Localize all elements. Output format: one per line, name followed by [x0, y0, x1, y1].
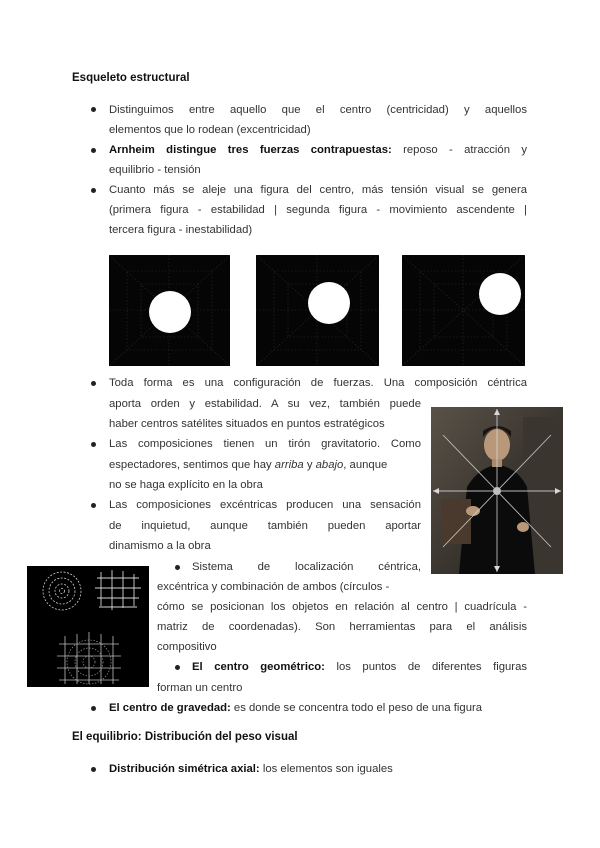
bullet-dot: [91, 706, 96, 711]
paragraph-line: [109, 762, 393, 776]
paragraph-line: dinamismo a la obra: [109, 540, 211, 552]
bullet-dot: [175, 565, 180, 570]
paragraph-line: excéntrica y combinación de ambos (círculos -: [157, 581, 390, 593]
localization-systems-figure: [27, 566, 149, 687]
tension-figure-ascending: [256, 255, 379, 366]
section-heading-equilibrio: El equilibrio: Distribución del peso visual: [72, 731, 298, 743]
paragraph-text: , aunque: [343, 459, 388, 471]
paragraph-line: [109, 143, 527, 157]
portrait-with-axes: [431, 407, 563, 574]
paragraph-line: Toda forma es una configuración de fuerzas. Una composición céntrica: [109, 377, 527, 389]
paragraph-line: Cuanto más se aleje una figura del centro, más tensión visual se genera: [109, 184, 527, 196]
tension-figure-stability: [109, 255, 230, 366]
paragraph-line: cómo se posicionan los objetos en relación al centro | cuadrícula -: [157, 601, 527, 613]
bullet-dot: [91, 767, 96, 772]
bullet-dot: [175, 665, 180, 670]
paragraph-line: forman un centro: [157, 682, 243, 694]
paragraph-line: de inquietud, aunque también pueden aportar: [109, 520, 421, 532]
paragraph-line: Distinguimos entre aquello que el centro (centricidad) y aquellos: [109, 104, 527, 116]
italic-term: arriba: [274, 459, 304, 471]
paragraph-line: compositivo: [157, 641, 217, 653]
bullet-dot: [91, 107, 96, 112]
bold-term: Distribución simétrica axial:: [109, 763, 260, 775]
paragraph-line: Sistema de localización céntrica,: [192, 561, 421, 573]
paragraph-line: [109, 458, 387, 472]
paragraph-line: Las composiciones excéntricas producen una sensación: [109, 499, 421, 511]
paragraph-line: [192, 660, 527, 674]
bold-term: El centro geométrico:: [192, 661, 325, 673]
bullet-dot: [91, 188, 96, 193]
paragraph-line: equilibrio - tensión: [109, 164, 201, 176]
paragraph-text: los puntos de diferentes figuras: [324, 661, 528, 673]
paragraph-line: matriz de coordenadas). Son herramientas para el análisis: [157, 621, 527, 633]
paragraph-line: (primera figura - estabilidad | segunda figura - movimiento ascendente |: [109, 204, 527, 216]
bullet-dot: [91, 148, 96, 153]
paragraph-text: y: [303, 459, 316, 471]
bullet-dot: [91, 381, 96, 386]
paragraph-line: no se haga explícito en la obra: [109, 479, 263, 491]
paragraph-line: aporta orden y estabilidad. A su vez, también puede: [109, 398, 421, 410]
paragraph-line: [109, 701, 482, 715]
paragraph-line: elementos que lo rodean (excentricidad): [109, 124, 311, 136]
paragraph-line: Las composiciones tienen un tirón gravitatorio. Como: [109, 438, 421, 450]
bullet-dot: [91, 442, 96, 447]
bold-term: Arnheim distingue tres fuerzas contrapuestas:: [109, 144, 392, 156]
paragraph-text: reposo - atracción y: [391, 144, 527, 156]
bullet-dot: [91, 503, 96, 508]
paragraph-line: tercera figura - inestabilidad): [109, 224, 253, 236]
tension-figure-instability: [402, 255, 525, 366]
paragraph-line: haber centros satélites situados en puntos estratégicos: [109, 418, 385, 430]
italic-term: abajo: [315, 459, 344, 471]
paragraph-text: es donde se concentra todo el peso de una figura: [230, 702, 483, 714]
paragraph-text: los elementos son iguales: [259, 763, 393, 775]
paragraph-text: espectadores, sentimos que hay: [109, 459, 275, 471]
bold-term: El centro de gravedad:: [109, 702, 231, 714]
section-heading-esqueleto: Esqueleto estructural: [72, 72, 190, 84]
